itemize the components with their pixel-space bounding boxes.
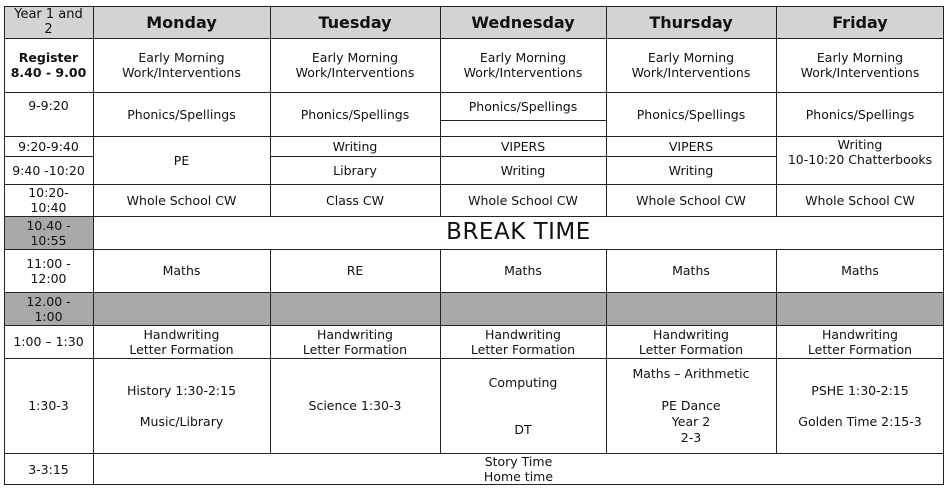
- handwriting-tuesday: Handwriting Letter Formation: [302, 326, 408, 357]
- pe-monday: PE: [173, 152, 190, 168]
- phonics-wednesday: Phonics/Spellings: [468, 98, 578, 114]
- maths-friday: Maths: [841, 263, 879, 278]
- dt-wednesday: DT: [514, 421, 532, 437]
- re-tuesday: RE: [346, 263, 364, 278]
- writing-tuesday: Writing: [332, 138, 378, 154]
- writing-wednesday: Writing: [500, 162, 546, 178]
- time-920: 9:20-9:40: [18, 138, 79, 154]
- story-home-time: Story Time Home time: [483, 454, 554, 484]
- writing-chatterbooks-friday: Writing 10-10:20 Chatterbooks: [787, 137, 933, 167]
- corner-header: Year 1 and 2: [4, 6, 93, 38]
- phonics-tuesday: Phonics/Spellings: [300, 106, 410, 122]
- handwriting-wednesday: Handwriting Letter Formation: [470, 326, 576, 357]
- maths-arithmetic-thursday: Maths – Arithmetic: [632, 366, 750, 381]
- time-lunch: 12.00 - 1:00: [4, 292, 93, 325]
- writing-thursday: Writing: [668, 162, 714, 178]
- register-wednesday: Early Morning Work/Interventions: [463, 50, 583, 80]
- computing-wednesday: Computing: [488, 374, 558, 390]
- handwriting-friday: Handwriting Letter Formation: [807, 326, 913, 357]
- music-library-monday: Music/Library: [139, 413, 224, 429]
- maths-wednesday: Maths: [504, 263, 542, 278]
- day-header-thursday: Thursday: [606, 6, 776, 38]
- cw-wednesday: Whole School CW: [468, 192, 578, 208]
- day-header-monday: Monday: [93, 6, 270, 38]
- break-time-banner: BREAK TIME: [446, 219, 591, 245]
- time-1: 1:00 – 1:30: [13, 334, 84, 349]
- day-header-wednesday: Wednesday: [440, 6, 606, 38]
- time-1020: 10:20- 10:40: [28, 185, 69, 215]
- time-register: Register 8.40 - 9.00: [10, 50, 87, 80]
- cw-thursday: Whole School CW: [636, 192, 746, 208]
- pe-dance-thursday: PE Dance Year 2 2-3: [661, 398, 721, 445]
- register-tuesday: Early Morning Work/Interventions: [295, 50, 415, 80]
- vipers-thursday: VIPERS: [668, 138, 714, 154]
- handwriting-thursday: Handwriting Letter Formation: [638, 326, 744, 357]
- vipers-wednesday: VIPERS: [500, 138, 546, 154]
- history-monday: History 1:30-2:15: [126, 382, 237, 398]
- handwriting-monday: Handwriting Letter Formation: [129, 326, 234, 357]
- maths-monday: Maths: [162, 263, 201, 278]
- day-header-friday: Friday: [776, 6, 944, 38]
- time-940: 9:40 -10:20: [12, 162, 85, 178]
- day-header-tuesday: Tuesday: [270, 6, 440, 38]
- time-3: 3-3:15: [28, 461, 69, 477]
- register-thursday: Early Morning Work/Interventions: [631, 50, 751, 80]
- phonics-friday: Phonics/Spellings: [805, 106, 915, 122]
- maths-thursday: Maths: [672, 263, 710, 278]
- science-tuesday: Science 1:30-3: [308, 398, 402, 413]
- time-break: 10.40 - 10:55: [4, 216, 93, 249]
- register-friday: Early Morning Work/Interventions: [800, 50, 920, 80]
- time-11: 11:00 - 12:00: [26, 255, 71, 286]
- register-monday: Early Morning Work/Interventions: [122, 50, 241, 80]
- golden-time-friday: Golden Time 2:15-3: [798, 413, 922, 429]
- time-130: 1:30-3: [28, 398, 69, 413]
- cw-tuesday: Class CW: [326, 192, 384, 208]
- cw-friday: Whole School CW: [805, 192, 915, 208]
- phonics-thursday: Phonics/Spellings: [636, 106, 746, 122]
- cw-monday: Whole School CW: [126, 192, 237, 208]
- pshe-friday: PSHE 1:30-2:15: [811, 382, 909, 398]
- phonics-monday: Phonics/Spellings: [127, 106, 236, 122]
- time-9: 9-9:20: [28, 97, 69, 113]
- library-tuesday: Library: [333, 162, 377, 178]
